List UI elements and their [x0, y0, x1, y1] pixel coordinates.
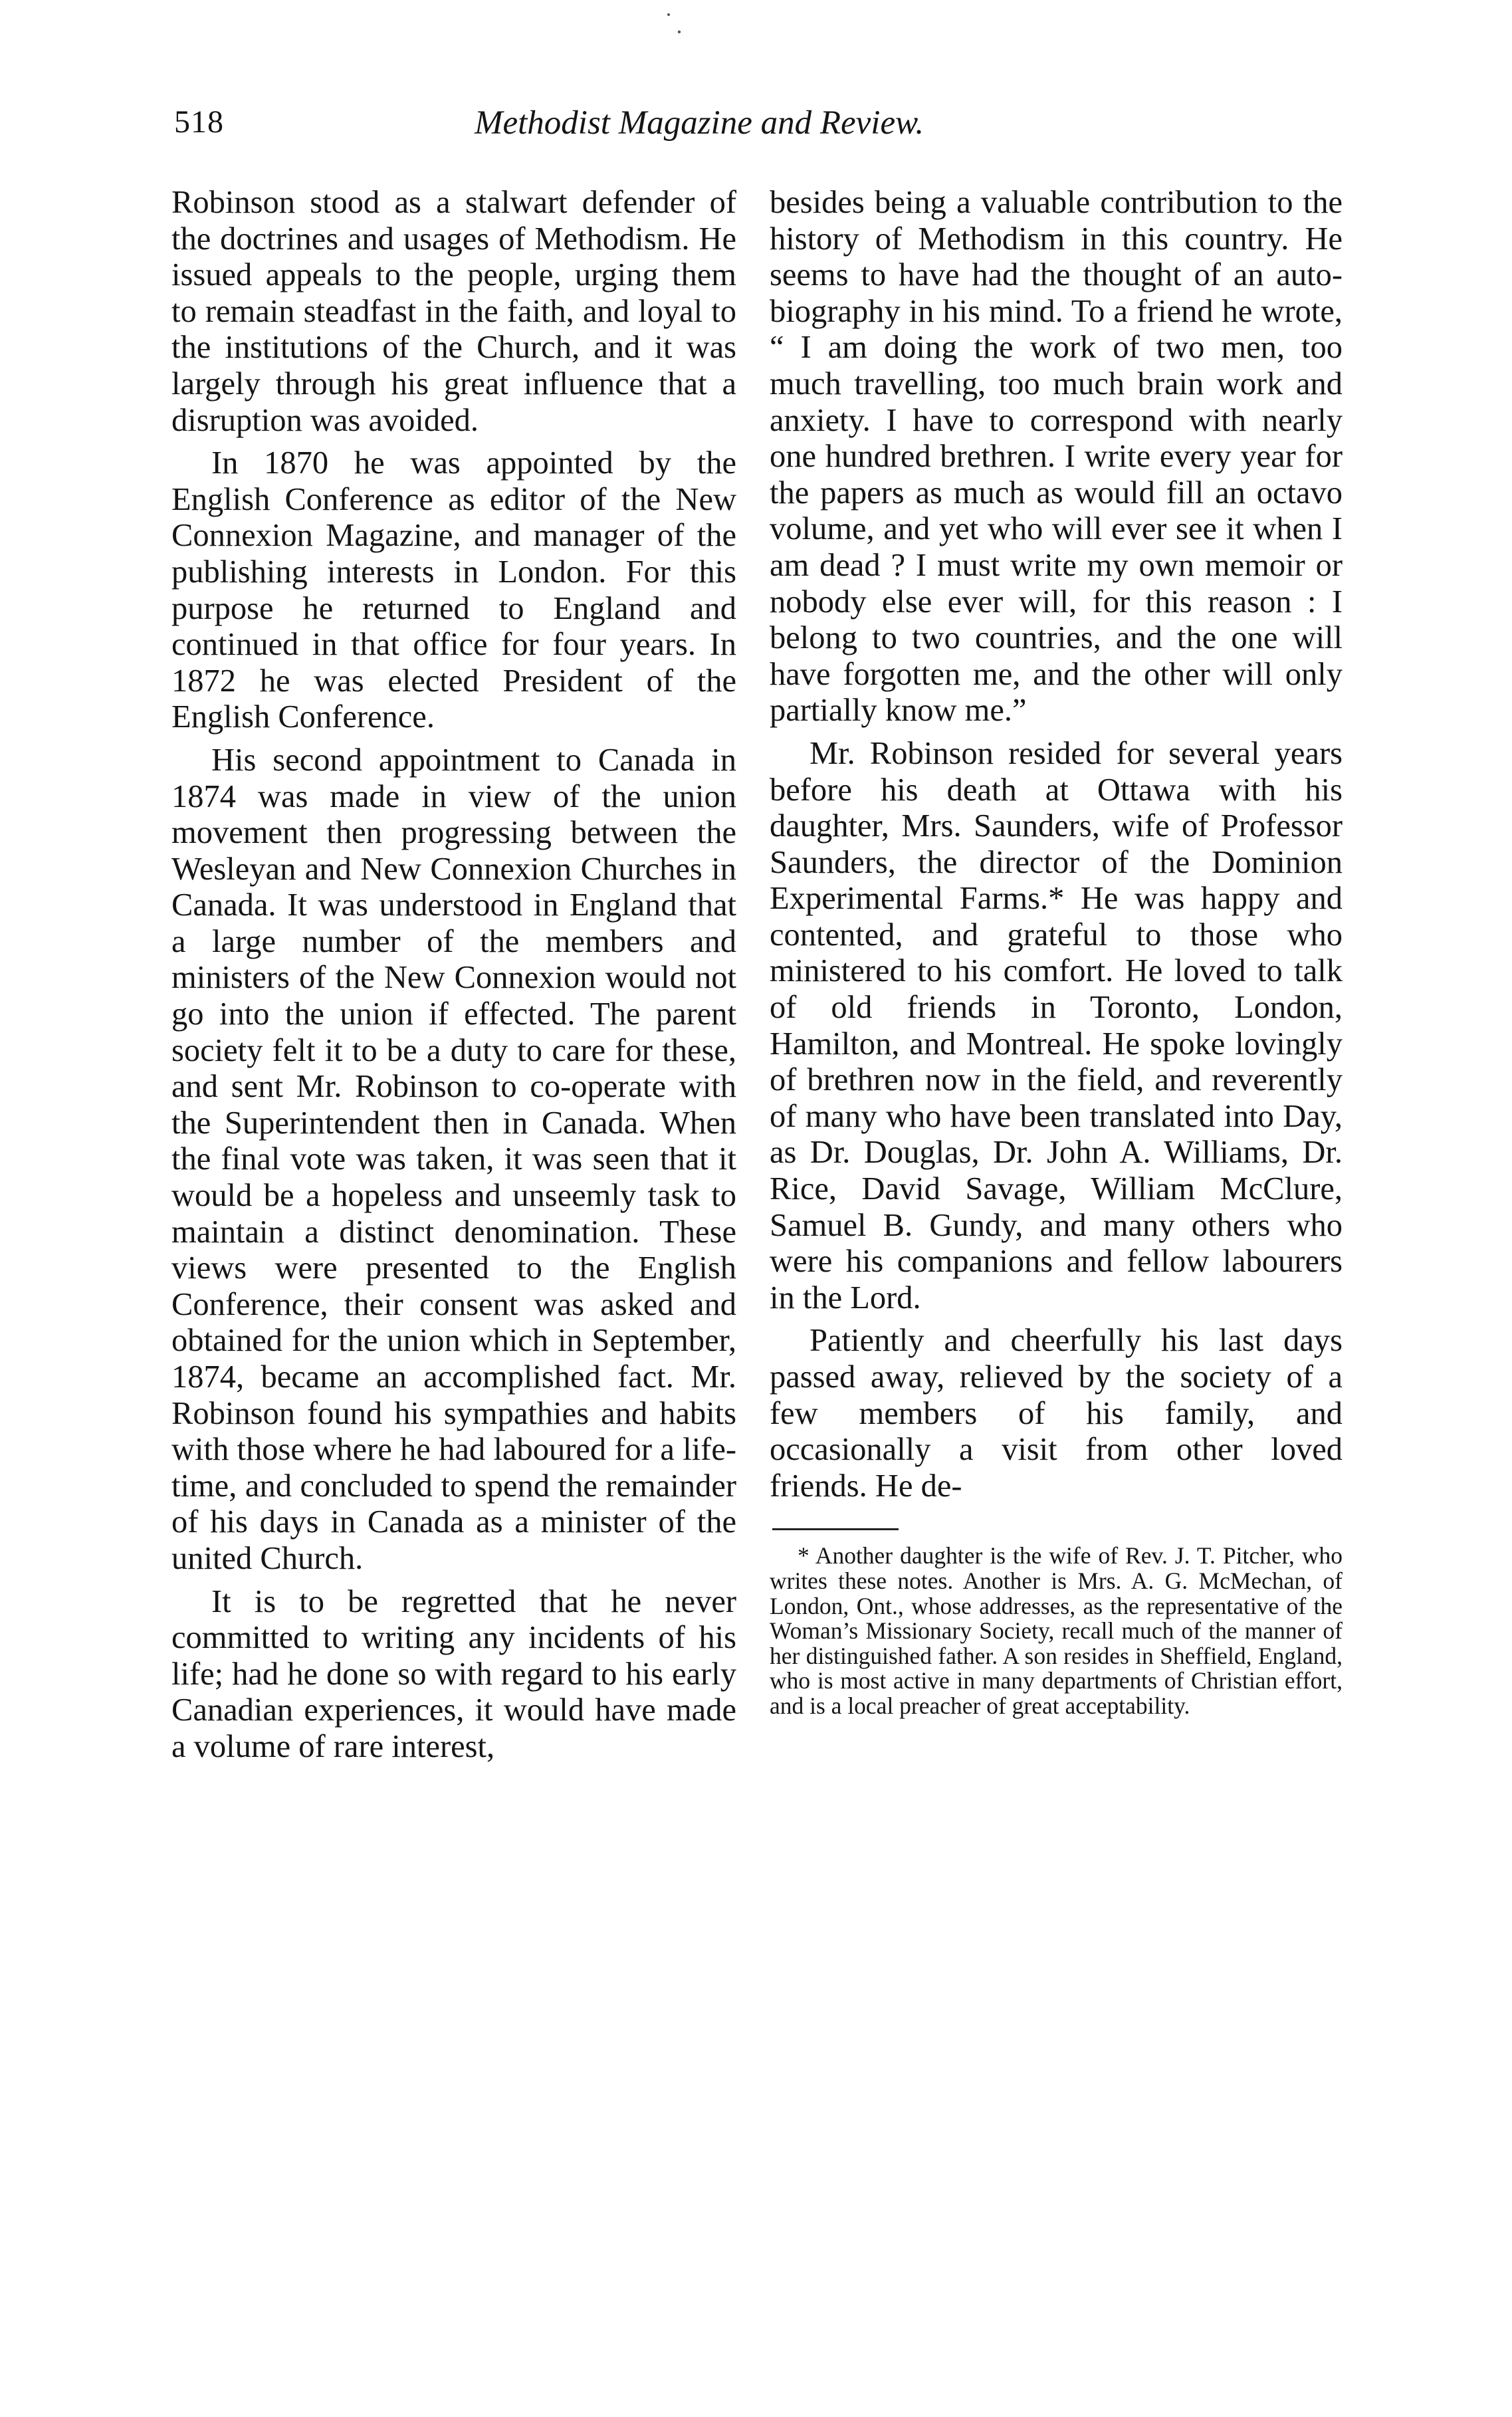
paragraph: His second appointment to Canada in 1874 was made in view of the union movement then progressing between the Wesleyan and New Connexion Churches in Canada. It was understood in England that a large number of the members and ministers of the New Connexion would not go into the union if effected. The parent society felt it to be a duty to care for these, and sent Mr. Robinson to co-operate with the Superintendent then in Canada. When the final vote was taken, it was seen that it would be a hopeless and unseemly task to maintain a distinct denomination. These views were presented to the English Conference, their consent was asked and obtained for the union which in September, 1874, became an accomplished fact. Mr. Robinson found his sympathies and habits with those where he had laboured for a life-time, and concluded to spend the remainder of his days in Canada as a minister of the united Church. — [171, 742, 736, 1576]
footnote: * Another daughter is the wife of Rev. J. T. Pitcher, who writes these notes. Another is Mrs. A. G. McMechan, of London, Ont., whose addresses, as the representative of the Woman’s Missionary Society, recall much of the manner of her distinguished father. A son resides in Sheffield, England, who is most active in many departments of Christian effort, and is a local preacher of great acceptability. — [770, 1542, 1343, 1719]
paragraph: Patiently and cheerfully his last days passed away, relieved by the society of a few members of his family, and occasionally a visit from other loved friends. He de- — [770, 1323, 1343, 1504]
running-header — [174, 98, 1055, 152]
print-specks — [665, 9, 691, 62]
footnote-divider — [772, 1528, 899, 1530]
right-column — [770, 185, 1343, 1719]
paragraph: besides being a valuable contribution to the history of Methodism in this country. He seems to have had the thought of an autobiography in his mind. To a friend he wrote, “ I am doing the work of two men, too much travelling, too much brain work and anxiety. I have to correspond with nearly one hundred brethren. I write every year for the papers as much as would fill an octavo volume, and yet who will ever see it when I am dead ? I must write my own memoir or nobody else ever will, for this reason : I belong to two countries, and the one will have forgotten me, and the other will only partially know me.” — [770, 185, 1343, 729]
left-column — [171, 185, 736, 1766]
page-number: 518 — [174, 104, 224, 140]
paragraph: Mr. Robinson resided for several years before his death at Ottawa with his daughter, Mrs. Saunders, wife of Professor Saunders, the director of the Dominion Experimental Farms.* He was happy and contented, and grateful to those who ministered to his comfort. He loved to talk of old friends in Toronto, London, Hamilton, and Montreal. He spoke lovingly of brethren now in the field, and reverently of many who have been translated into Day, as Dr. Douglas, Dr. John A. Williams, Dr. Rice, David Savage, William McClure, Samuel B. Gundy, and many others who were his companions and fellow labourers in the Lord. — [770, 735, 1343, 1316]
paragraph: It is to be regretted that he never committed to writing any incidents of his life; had he done so with regard to his early Canadian experiences, it would have made a volume of rare interest, — [171, 1583, 736, 1764]
running-title: Methodist Magazine and Review. — [475, 104, 924, 142]
paragraph: Robinson stood as a stalwart defender of the doctrines and usages of Methodism. He issued appeals to the people, urging them to remain steadfast in the faith, and loyal to the institutions of the Church, and it was largely through his great influence that a disruption was avoided. — [171, 185, 736, 438]
paragraph: In 1870 he was appointed by the English Conference as editor of the New Connexion Magazine, and manager of the publishing interests in London. For this purpose he returned to England and continued in that office for four years. In 1872 he was elected President of the English Conference. — [171, 445, 736, 735]
